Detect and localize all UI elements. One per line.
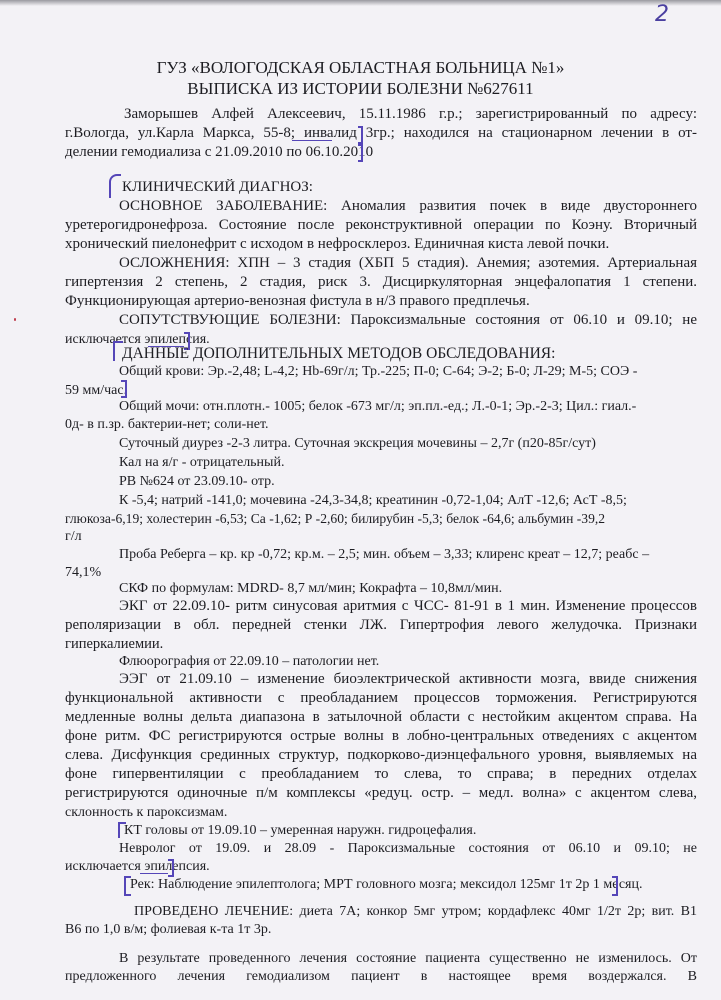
patient-line: делении гемодиализа с 21.09.2010 по 06.10.2010 bbox=[65, 144, 374, 160]
exam-line: слева. Дисфункция срединных структур, подкорково-диэнцефального уровня, выявляемых на bbox=[65, 747, 697, 763]
pen-underline bbox=[140, 873, 168, 874]
exam-line: ЭЭГ от 21.09.10 – изменение биоэлектрической активности мозга, ввиде снижения bbox=[119, 671, 697, 687]
scan-speck bbox=[14, 318, 16, 321]
recommendation-line: Рек: Наблюдение эпилептолога; МРТ головного мозга; мексидол 125мг 1т 2р 1 месяц. bbox=[130, 877, 643, 892]
diagnosis-line: хронический пиелонефрит с исходом в нефросклероз. Единичная киста левой почки. bbox=[65, 236, 610, 252]
exam-line: глюкоза-6,19; холестерин -6,53; Са -1,62; Р -2,60; билирубин -5,3; белок -64,6; альбумин -39,2 bbox=[65, 511, 606, 526]
exam-line: 74,1% bbox=[65, 565, 102, 580]
diagnosis-line: ОСЛОЖНЕНИЯ: ХПН – 3 стадия (ХБП 5 стадия). Анемия; азотемия. Артериальная bbox=[119, 255, 697, 271]
exam-line: К -5,4; натрий -141,0; мочевина -24,3-34,8; креатинин -0,72-1,04; АлТ -12,6; АсТ -8,5; bbox=[119, 493, 627, 508]
exam-line: Общий мочи: отн.плотн.- 1005; белок -673 мг/л; эп.пл.-ед.; Л.-0-1; Эр.-2-3; Цил.: гиал.- bbox=[119, 399, 637, 414]
pen-bracket bbox=[124, 876, 131, 896]
pen-bracket bbox=[109, 174, 121, 198]
diagnosis-line: исключается эпилепсия. bbox=[65, 332, 210, 347]
exam-line: Флюорография от 22.09.10 – патологии нет. bbox=[119, 654, 380, 669]
exam-line: исключается эпилепсия. bbox=[65, 859, 210, 874]
document-title: ВЫПИСКА ИЗ ИСТОРИИ БОЛЕЗНИ №627611 bbox=[187, 79, 534, 98]
diagnosis-line: уретерогидронефроза. Состояние после реконструктивной операции по Коэну. Вторичный bbox=[65, 217, 697, 233]
pen-mark bbox=[121, 380, 127, 398]
exam-line: Суточный диурез -2-3 литра. Суточная экскреция мочевины – 2,7г (п20-85г/сут) bbox=[119, 436, 596, 451]
exam-line: регистрируются одиночные п/м комплексы «редуц. остр. – медл. волна» с акцентом слева, bbox=[65, 785, 697, 801]
exam-line: медленные волны дельта диапазона в затылочной области с нестойким акцентом справа. На bbox=[65, 709, 697, 725]
exam-line: фоне ритм. ФС регистрируются острые волны в лобно-центральных отведениях с акцентом bbox=[65, 728, 697, 744]
diagnosis-line: Функционирующая артерио-венозная фистула в н/3 правого предплечья. bbox=[65, 293, 530, 309]
exam-line: КТ головы от 19.09.10 – умеренная наружн. гидроцефалия. bbox=[124, 823, 477, 838]
exam-line: г/л bbox=[65, 529, 82, 544]
exam-line: Невролог от 19.09. и 28.09 - Пароксизмальные состояния от 06.10 и 09.10; не bbox=[119, 841, 697, 856]
exam-line: реполяризации в обл. передней стенки ЛЖ. Гипертрофия левого желудочка. Признаки bbox=[65, 617, 697, 633]
exam-line: РВ №624 от 23.09.10- отр. bbox=[119, 474, 275, 489]
exam-line: фоне гипервентиляции с преобладанием то слева, то справа; в передних отделах bbox=[65, 766, 697, 782]
diagnosis-heading: КЛИНИЧЕСКИЙ ДИАГНОЗ: bbox=[122, 179, 313, 195]
pen-mark bbox=[612, 876, 618, 896]
pen-mark bbox=[358, 126, 363, 144]
exam-line: Общий крови: Эр.-2,48; L-4,2; Hb-69г/л; Тр.-225; П-0; С-64; Э-2; Б-0; Л-29; М-5; СОЭ - bbox=[119, 364, 638, 379]
pen-mark bbox=[358, 144, 363, 162]
exam-line: 0д- в п.зр. бактерии-нет; соли-нет. bbox=[65, 417, 269, 432]
pen-underline bbox=[292, 140, 332, 141]
outcome-line: В результате проведенного лечения состояние пациента существенно не изменилось. От bbox=[119, 951, 697, 966]
pen-mark bbox=[168, 859, 174, 877]
exams-heading: ДАННЫЕ ДОПОЛНИТЕЛЬНЫХ МЕТОДОВ ОБСЛЕДОВАНИЯ: bbox=[122, 345, 556, 362]
diagnosis-line: ОСНОВНОЕ ЗАБОЛЕВАНИЕ: Аномалия развития почек в виде двустороннего bbox=[119, 198, 697, 214]
diagnosis-line: гипертензия 2 степень, 2 стадия, риск 3. Дисциркуляторная энцефалопатия 1 степени. bbox=[65, 274, 697, 290]
outcome-line: предложенного лечения гемодиализом пациент в настоящее время воздержался. В bbox=[65, 969, 697, 984]
exam-line: Проба Реберга – кр. кр -0,72; кр.м. – 2,5; мин. объем – 3,33; клиренс креат – 12,7; реабс – bbox=[119, 547, 650, 562]
exam-line: СКФ по формулам: MDRD- 8,7 мл/мин; Кокрафта – 10,8мл/мин. bbox=[119, 581, 503, 596]
patient-line: Заморышев Алфей Алексеевич, 15.11.1986 г.р.; зарегистрированный по адресу: bbox=[124, 106, 697, 122]
scan-shadow bbox=[0, 0, 721, 6]
exam-line: Кал на я/г - отрицательный. bbox=[119, 455, 285, 470]
exam-line: гиперкалиемии. bbox=[65, 636, 164, 652]
patient-line: г.Вологда, ул.Карла Маркса, 55-8; инвалид 3гр.; находился на стационарном лечении в от- bbox=[65, 125, 697, 141]
exam-line: 59 мм/час. bbox=[65, 383, 128, 398]
treatment-line: ПРОВЕДЕНО ЛЕЧЕНИЕ: диета 7А; конкор 5мг утром; кордафлекс 40мг 1/2т 2р; вит. В1 bbox=[134, 904, 697, 919]
exam-line: ЭКГ от 22.09.10- ритм синусовая аритмия с ЧСС- 81-91 в 1 мин. Изменение процессов bbox=[119, 598, 697, 614]
exam-line: функциональной активности с преобладанием процессов торможения. Регистрируются bbox=[65, 690, 697, 706]
diagnosis-line: СОПУТСТВУЮЩИЕ БОЛЕЗНИ: Пароксизмальные состояния от 06.10 и 09.10; не bbox=[119, 312, 697, 328]
exam-line: склонность к пароксизмам. bbox=[65, 805, 228, 820]
hospital-name: ГУЗ «ВОЛОГОДСКАЯ ОБЛАСТНАЯ БОЛЬНИЦА №1» bbox=[156, 58, 565, 77]
handwritten-page-number: 2 bbox=[655, 2, 669, 27]
treatment-line: В6 по 1,0 в/м; фолиевая к-та 1т 3р. bbox=[65, 922, 272, 937]
